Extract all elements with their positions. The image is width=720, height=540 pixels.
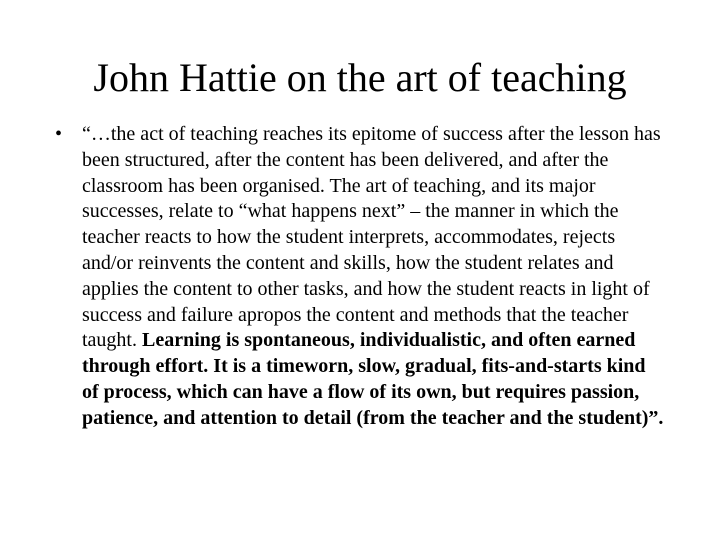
quote-regular-text: “…the act of teaching reaches its epitome of success after the lesson has been structured, after the content has been delivered, and after the classroom has been organised. The art of teaching, and its major successes, relate to “what happens next” – the manner in which the teacher reacts to how the student interprets, accommodates, rejects and/or reinvents the content and skills, how the student relates and applies the content to other tasks, and how the student reacts in light of success and failure apropos the content and methods that the teacher taught. bbox=[82, 123, 661, 352]
hattie-quote bbox=[82, 122, 665, 432]
bullet-marker: • bbox=[55, 123, 63, 145]
slide-title: John Hattie on the art of teaching bbox=[93, 55, 627, 100]
bullet-item bbox=[55, 122, 665, 432]
quote-bold-text: Learning is spontaneous, individualistic, and often earned through effort. It is a timeworn, slow, gradual, fits-and-starts kind of process, which can have a flow of its own, but requires passion, patience, and attention to detail (from the teacher and the student)”. bbox=[82, 329, 664, 429]
